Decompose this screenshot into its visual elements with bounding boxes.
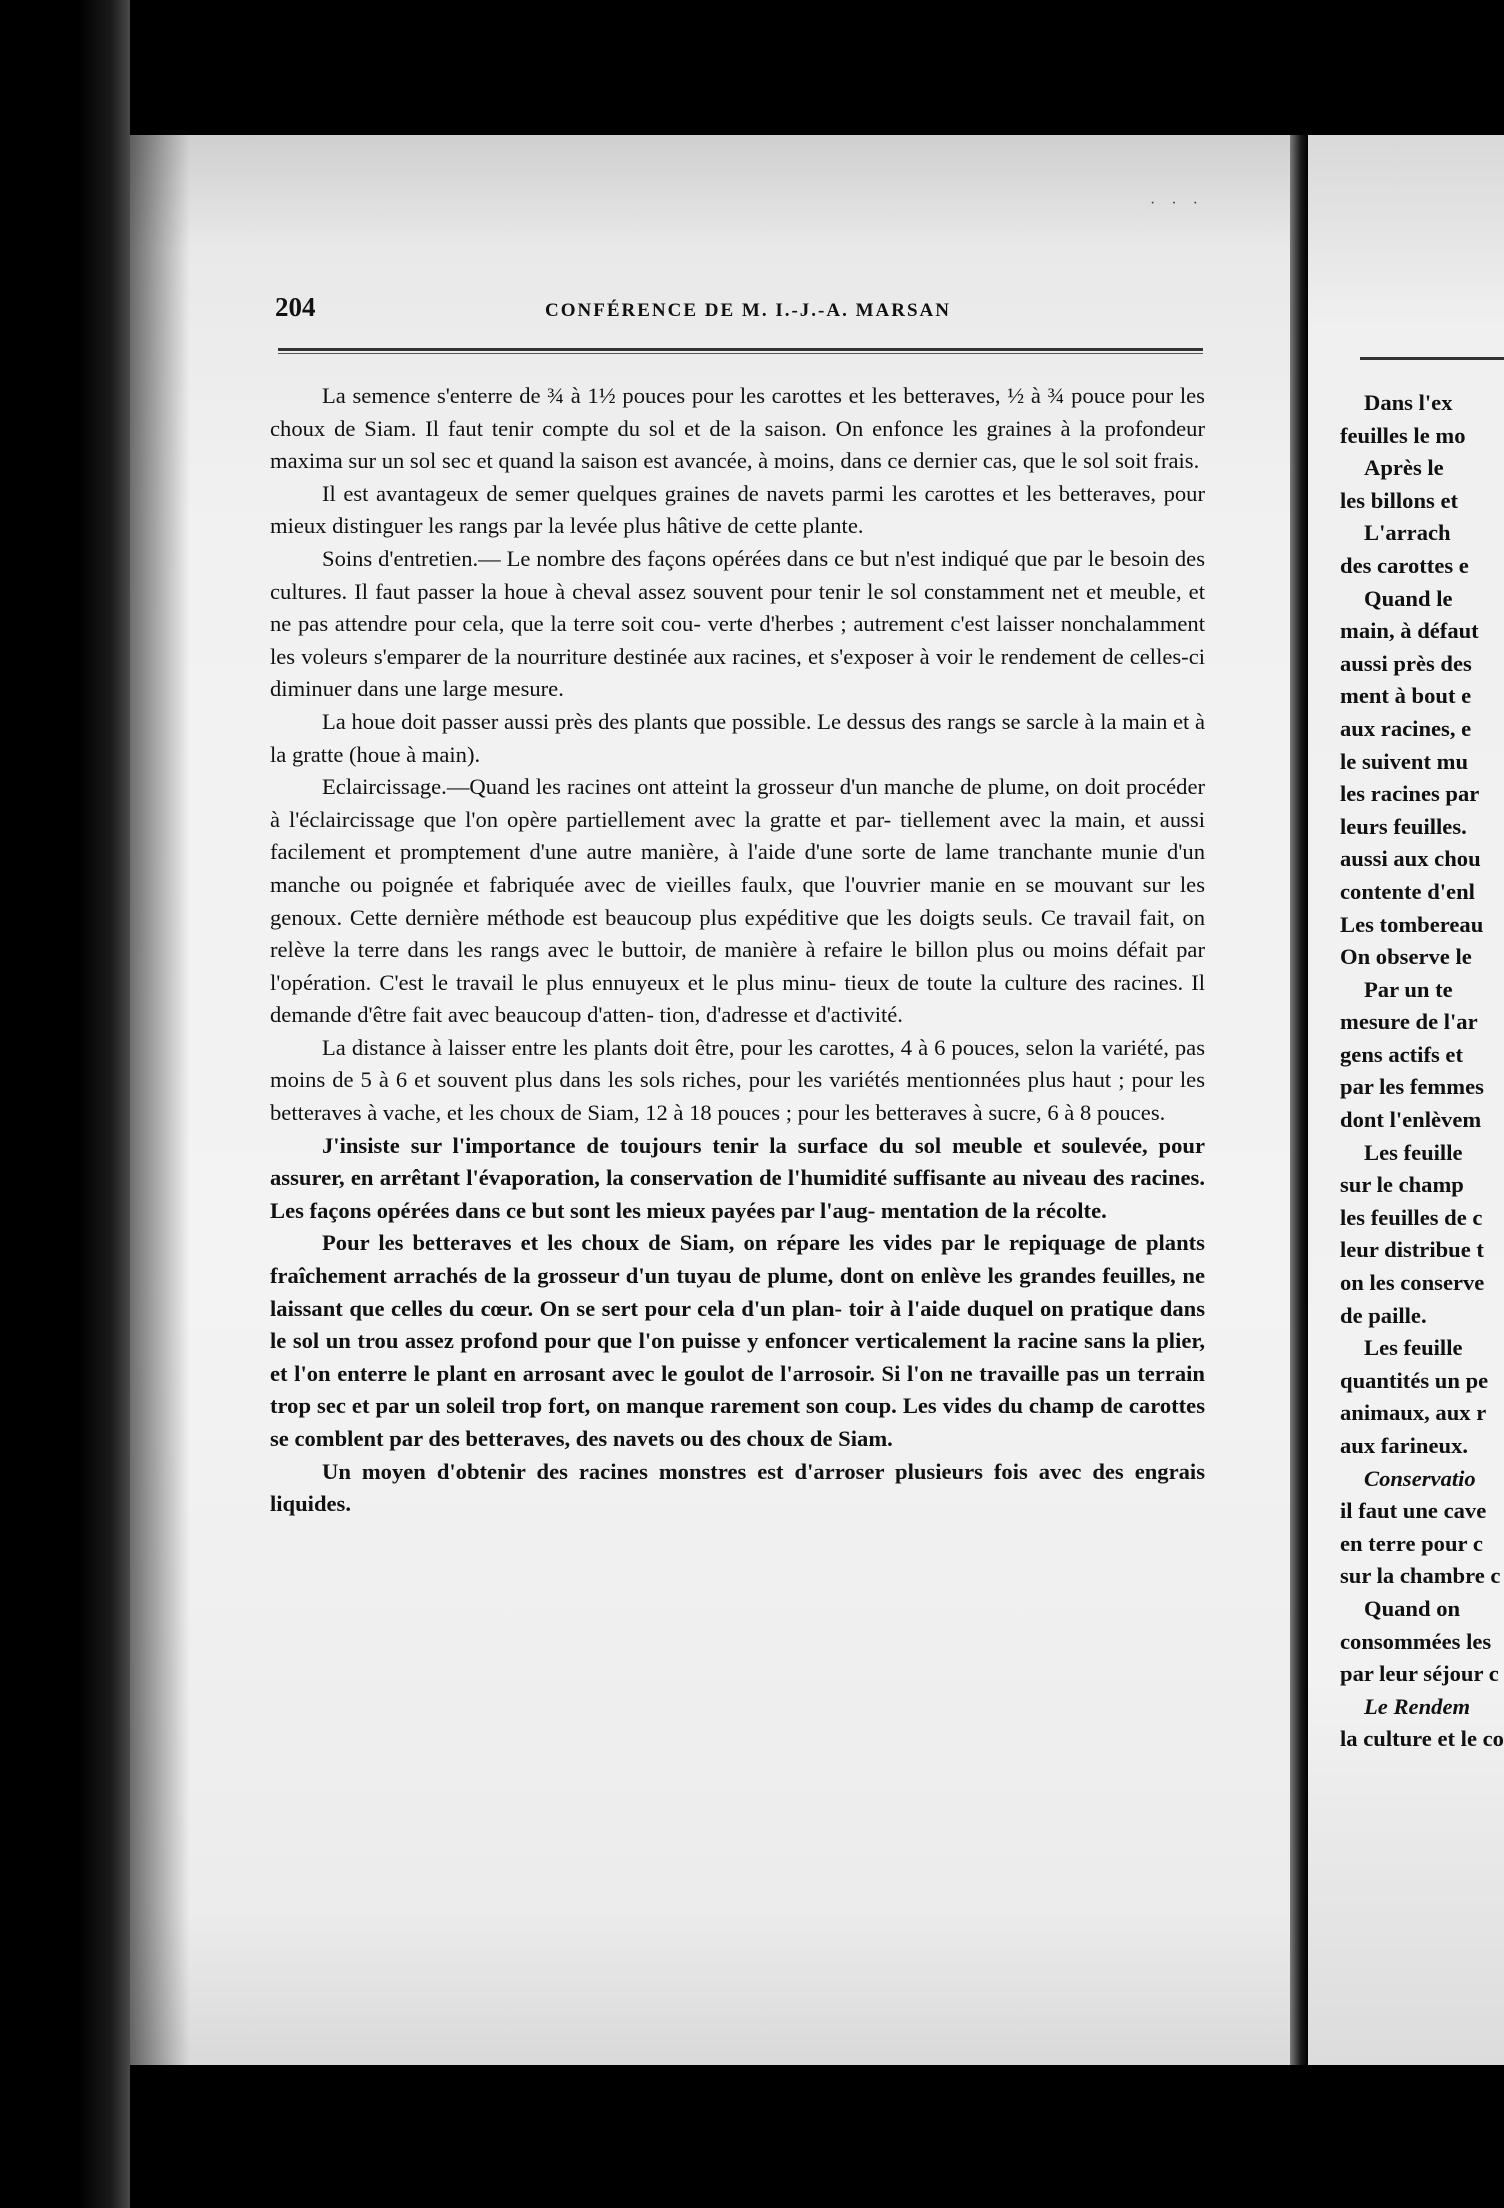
right-line: Après le (1364, 455, 1444, 481)
right-line: Les feuille (1364, 1139, 1463, 1165)
text-line: 12 à 18 pouces ; pour les betteraves à sucre, 6 à 8 pouces. (645, 1100, 1166, 1126)
text-line: on doit procéder à l'éclaircissage que l'on opère partiellement avec la gratte et par- (270, 774, 1206, 832)
right-line: Quand on (1364, 1595, 1461, 1621)
text-line: Eclaircissage.—Quand les racines ont atteint la grosseur d'un manche de plume, (322, 774, 1050, 800)
text-line: par un soleil trop fort, on manque rarement son coup. Les vides du champ de (375, 1393, 1123, 1419)
text-line: dernière méthode est beaucoup plus expéditive que les doigts seuls. Ce travail fait, (405, 904, 1175, 930)
text-line: La distance à laisser entre les plants doit être, pour les carottes, 4 à 6 pouces, (322, 1034, 1020, 1060)
right-line: des carottes e (1340, 552, 1469, 578)
text-line: avec de vieilles faulx, que l'ouvrier manie en se mouvant sur les genoux. Cette (270, 871, 1205, 930)
right-line: par leur séjour c (1340, 1661, 1499, 1687)
right-page-text (1340, 387, 1504, 1756)
text-line: selon la variété, pas moins de 5 à 6 et souvent plus dans les sols riches, pour les (270, 1034, 1205, 1093)
right-line: animaux, aux r (1340, 1400, 1487, 1426)
body-text (270, 380, 1205, 1521)
text-line: par le besoin des cultures. Il faut passer la houe à cheval assez souvent pour tenir (270, 545, 1205, 604)
page-header (275, 292, 1205, 332)
header-rule (278, 348, 1203, 354)
page-number: 204 (275, 292, 316, 322)
right-line: sur le champ (1340, 1172, 1464, 1198)
right-line: ment à bout e (1340, 683, 1472, 709)
text-line: pour assurer, en arrêtant l'évaporation, la conservation de l'humidité suffisante au (270, 1132, 1205, 1191)
text-line: les grandes feuilles, ne laissant que celles du cœur. On se sert pour cela d'un plan- (270, 1263, 1205, 1321)
right-line: L'arrach (1364, 520, 1451, 546)
right-line: de paille. (1340, 1302, 1427, 1328)
text-line: J'insiste sur l'importance de toujours tenir la surface du sol meuble et soulevée, (322, 1132, 1148, 1158)
scan-specks: · · · (1150, 195, 1204, 212)
right-line: leur distribue t (1340, 1237, 1484, 1263)
text-line: arrosant avec le goulot de l'arrosoir. Si l'on ne travaille pas un terrain trop sec et (270, 1360, 1206, 1419)
text-line: La semence s'enterre de ¾ à 1½ pouces pour les carottes et les betteraves, ½ à ¾ (322, 383, 1065, 408)
right-line: Quand le (1364, 585, 1453, 611)
text-line: tieux de toute la culture des racines. Il demande d'être fait avec beaucoup d'atten- (270, 969, 1205, 1028)
paragraph-distance (270, 1032, 1205, 1130)
text-line: avancée, à moins, dans ce dernier cas, que le sol soit frais. (674, 448, 1200, 474)
text-line: betteraves, pour mieux distinguer les rangs par la levée plus hâtive de cette plante. (270, 480, 1205, 539)
text-line: pouce pour les choux de Siam. Il faut tenir compte du sol et de la saison. On (270, 383, 1205, 441)
scan-border-left (0, 0, 130, 2208)
right-header-rule (1360, 357, 1504, 360)
text-line: verte d'herbes ; autrement c'est laisser nonchalamment les voleurs s'emparer de la (270, 611, 1205, 669)
right-line: aux farineux. (1340, 1433, 1469, 1458)
right-line: feuilles le mo (1340, 422, 1466, 448)
paragraph-eclaircissage (270, 771, 1205, 1032)
right-line: par les femmes (1340, 1074, 1484, 1100)
right-line: Conservatio (1364, 1465, 1476, 1491)
text-line: Soins d'entretien.— Le nombre des façons opérées dans ce but n'est indiqué que (322, 545, 1048, 571)
right-line: sur la chambre c (1340, 1563, 1501, 1589)
right-line: les billons et (1340, 487, 1458, 513)
paragraph-repiquage (270, 1227, 1205, 1455)
right-page-partial (1308, 135, 1504, 2065)
paragraph-soins-entretien (270, 543, 1205, 706)
right-line: quantités un pe (1340, 1367, 1489, 1393)
right-line: aussi aux chou (1340, 846, 1481, 872)
right-line: les racines par (1340, 781, 1480, 807)
text-line: engrais liquides. (270, 1458, 1205, 1517)
text-line: mentation de la récolte. (880, 1197, 1107, 1223)
book-gutter (1290, 135, 1308, 2065)
right-line: mesure de l'ar (1340, 1009, 1478, 1035)
right-line: leurs feuilles. (1340, 813, 1467, 839)
right-line: les feuilles de c (1340, 1204, 1483, 1230)
text-line: variétés mentionnées plus haut ; pour les betteraves à vache, et les choux de Siam, (270, 1067, 1205, 1126)
text-line: toir à l'aide duquel on pratique dans le sol un trou assez profond pour que l'on (270, 1295, 1205, 1354)
right-line: aussi près des (1340, 650, 1472, 676)
text-line: Un moyen d'obtenir des racines monstres est d'arroser plusieurs fois avec des (322, 1458, 1124, 1484)
right-line: main, à défaut (1340, 618, 1479, 644)
right-line: Par un te (1364, 976, 1453, 1002)
running-head: CONFÉRENCE DE M. I.-J.-A. MARSAN (545, 300, 951, 321)
right-line: en terre pour c (1340, 1530, 1483, 1556)
text-line: ou moins défait par l'opération. C'est le travail le plus ennuyeux et le plus minu- (270, 937, 1205, 995)
text-line: on relève la terre dans les rangs avec le buttoir, de manière à refaire le billon plus (270, 904, 1206, 963)
paragraph-houe (270, 706, 1205, 771)
right-line: il faut une cave (1340, 1498, 1487, 1524)
text-line: plants fraîchement arrachés de la grosseur d'un tuyau de plume, dont on enlève (270, 1230, 1205, 1289)
text-line: nourriture destinée aux racines, et s'exposer à voir le rendement de celles-ci diminuer (270, 643, 1206, 702)
text-line: dans une large mesure. (357, 676, 564, 702)
right-line: contente d'enl (1340, 878, 1475, 904)
text-line: Il est avantageux de semer quelques graines de navets parmi les carottes et les (322, 480, 1052, 506)
paragraph-racines-monstres (270, 1456, 1205, 1521)
right-line: Les tombereau (1340, 911, 1484, 937)
paragraph-semence (270, 380, 1205, 478)
text-line: carottes se comblent par des betteraves, des navets ou des choux de Siam. (270, 1393, 1205, 1451)
right-line: aux racines, e (1340, 715, 1472, 741)
text-line: enfonce les graines à la profondeur maxima sur un sol sec et quand la saison est (270, 415, 1205, 474)
text-line: le sol constamment net et meuble, et ne pas attendre pour cela, que la terre soit cou- (270, 578, 1205, 637)
right-line: Dans l'ex (1364, 390, 1453, 415)
text-line: l'aide d'une sorte de lame tranchante munie d'un manche ou poignée et fabriquée (270, 839, 1205, 897)
paragraph-navets (270, 478, 1205, 543)
right-line: le suivent mu (1340, 748, 1469, 774)
text-line: tiellement avec la main, et aussi facilement et promptement d'une autre manière, à (270, 806, 1205, 865)
text-line: Pour les betteraves et les choux de Siam, on répare les vides par le repiquage de (322, 1230, 1137, 1256)
right-line: Le Rendem (1364, 1693, 1471, 1719)
right-line: la culture et le co (1340, 1726, 1504, 1752)
right-line: On observe le (1340, 944, 1472, 970)
right-line: Les feuille (1364, 1335, 1463, 1361)
paragraph-humidite (270, 1130, 1205, 1228)
text-line: sarcle à la main et à la gratte (houe à main). (270, 708, 1206, 767)
right-line: consommées les (1340, 1628, 1492, 1654)
text-line: puisse y enfoncer verticalement la racine sans la plier, et l'on enterre le plant en (270, 1328, 1205, 1386)
text-line: La houe doit passer aussi près des plants que possible. Le dessus des rangs se (322, 708, 1021, 734)
right-line: dont l'enlèvem (1340, 1107, 1482, 1133)
text-line: tion, d'adresse et d'activité. (659, 1002, 903, 1028)
text-line: niveau des racines. Les façons opérées dans ce but sont les mieux payées par l'aug- (270, 1165, 1205, 1223)
right-line: on les conserve (1340, 1270, 1485, 1296)
right-line: gens actifs et (1340, 1041, 1463, 1067)
